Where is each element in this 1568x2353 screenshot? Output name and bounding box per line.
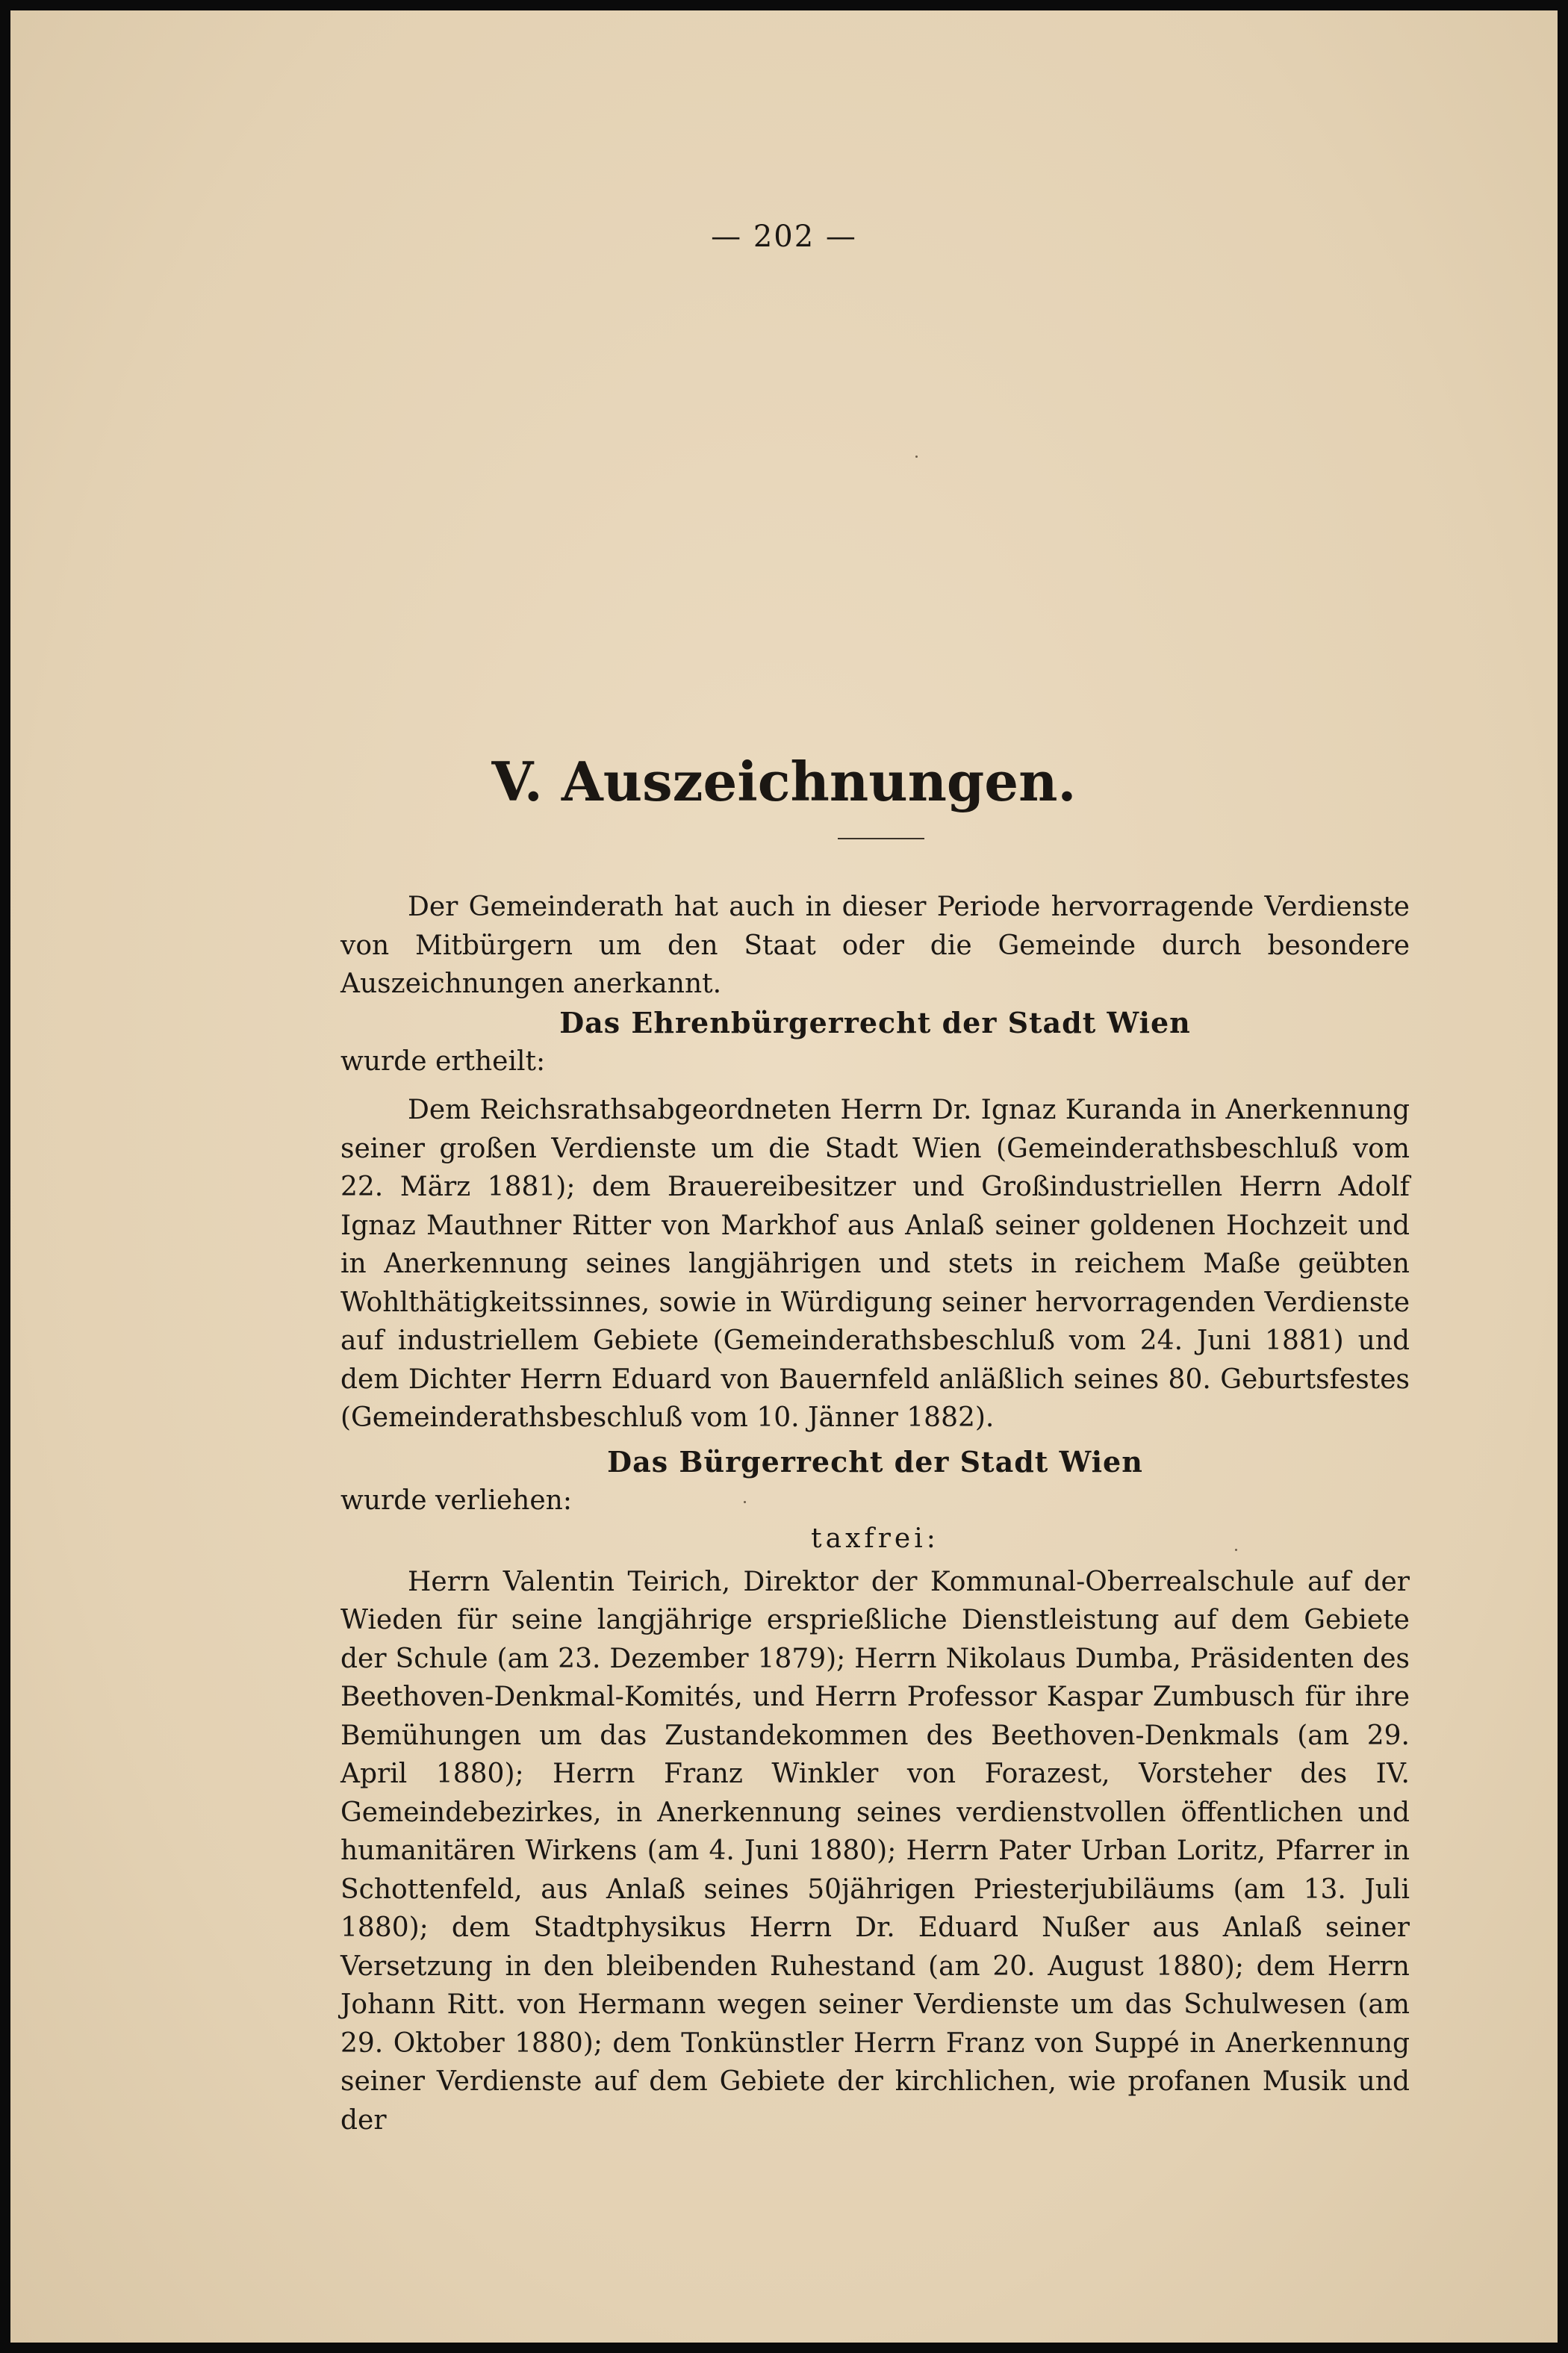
- section-lead: wurde verliehen:: [340, 1485, 572, 1516]
- section-title-buergerrecht: Das Bürgerrecht der Stadt Wien: [607, 1445, 1143, 1479]
- intro-paragraph: Der Gemeinderath hat auch in dieser Periode hervorragende Verdienste von Mitbürgern um den Staat oder die Gemeinde durch besondere Auszeichnungen anerkannt.: [340, 892, 1410, 999]
- section-lead: wurde ertheilt:: [340, 1045, 546, 1077]
- chapter-title: V. Auszeichnungen.: [491, 750, 1077, 813]
- page-number: — 202 —: [711, 220, 857, 254]
- section-paragraph: Herrn Valentin Teirich, Direktor der Kommunal-Oberrealschule auf der Wieden für seine langjährige ersprießliche Dienstleistung auf dem Gebiete der Schule (am 23. Dezember 1879); Herrn Nikolaus Dumba, Präsidenten des Beethoven-Denkmal-Komités, und Herrn Professor Kaspar Zumbusch für ihre Bemühungen um das Zustandekommen des Beethoven-Denkmals (am 29. April 1880); Herrn Franz Winkler von Forazest, Vorsteher des IV. Gemeindebezirkes, in Anerkennung seines verdienstvollen öffentlichen und humanitären Wirkens (am 4. Juni 1880); Herrn Pater Urban Loritz, Pfarrer in Schottenfeld, aus Anlaß seines 50jährigen Priesterjubiläums (am 13. Juli 1880); dem Stadtphysikus Herrn Dr. Eduard Nußer aus Anlaß seiner Versetzung in den bleibenden Ruhestand (am 20. August 1880); dem Herrn Johann Ritt. von Hermann wegen seiner Verdienste um das Schulwesen (am 29. Oktober 1880); dem Tonkünstler Herrn Franz von Suppé in Anerkennung seiner Verdienste auf dem Gebiete der kirchlichen, wie profanen Musik und der: [340, 1566, 1410, 2136]
- paper-speck: [1235, 1549, 1237, 1551]
- paper-speck: [915, 456, 918, 458]
- section-paragraph: Dem Reichsrathsabgeordneten Herrn Dr. Ignaz Kuranda in Anerkennung seiner großen Verdienste um die Stadt Wien (Gemeinderathsbeschluß vom 22. März 1881); dem Brauereibesitzer und Großindustriellen Herrn Adolf Ignaz Mauthner Ritter von Markhof aus Anlaß seiner goldenen Hochzeit und in Anerkennung seines langjährigen und stets in reichem Maße geübten Wohlthätigkeitssinnes, sowie in Würdigung seiner hervorragenden Verdienste auf industriellem Gebiete (Gemeinderathsbeschluß vom 24. Juni 1881) und dem Dichter Herrn Eduard von Bauernfeld anläßlich seines 80. Geburtsfestes (Gemeinderathsbeschluß vom 10. Jänner 1882).: [340, 1095, 1410, 1433]
- section-title-ehrenbuergerrecht: Das Ehrenbürgerrecht der Stadt Wien: [559, 1006, 1191, 1039]
- title-divider: [838, 838, 924, 839]
- section-citizenship: [340, 1443, 1410, 2139]
- intro-block: [340, 888, 1410, 1004]
- document-page: [10, 10, 1558, 2343]
- section-honorary-citizenship: [340, 1004, 1410, 1437]
- section-sublead: taxfrei:: [811, 1523, 939, 1554]
- paper-speck: [744, 1501, 746, 1503]
